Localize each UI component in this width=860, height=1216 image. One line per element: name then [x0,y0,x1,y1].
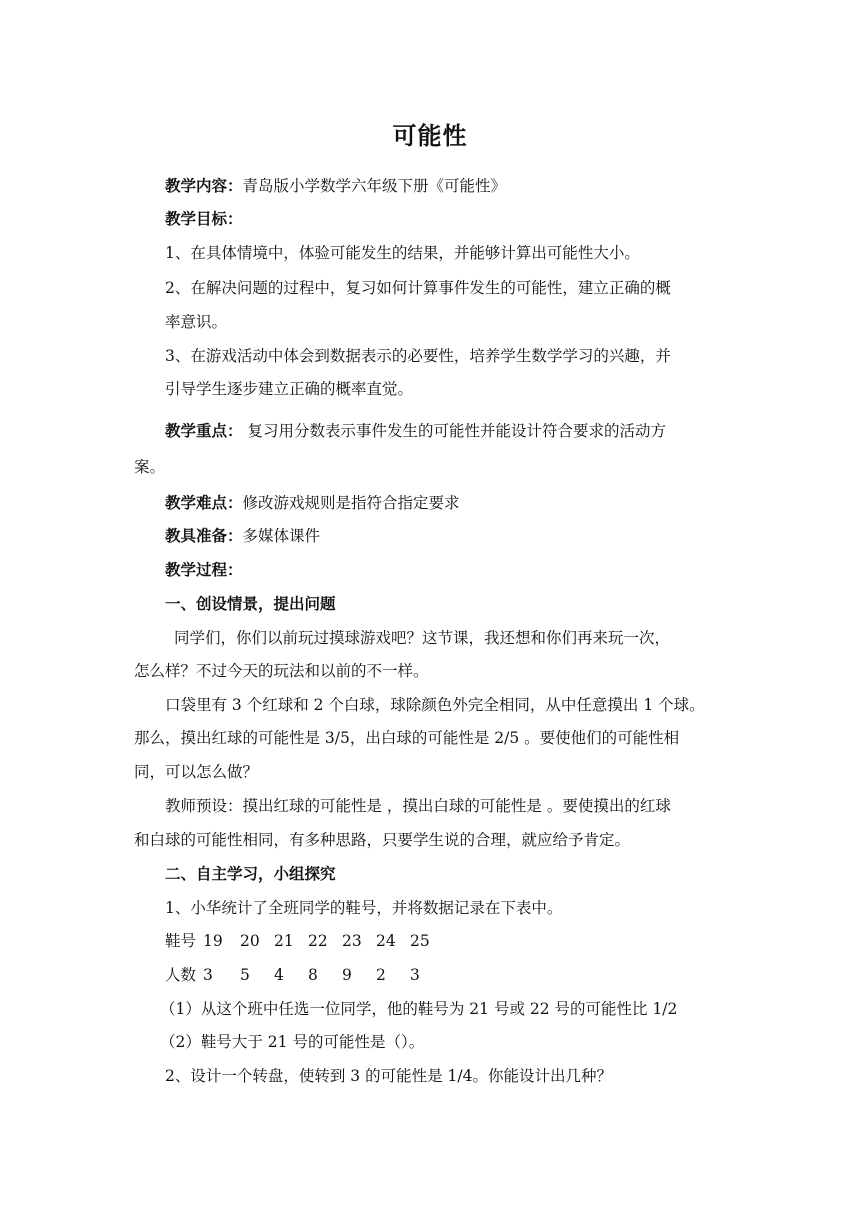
tools-label: 教具准备： [165,527,243,545]
question-2: 2、设计一个转盘，使转到 3 的可能性是 1/4。你能设计出几种？ [165,1067,612,1085]
key-point-line-2: 案。 [134,458,166,476]
section-1-paragraph-1-line-1: 同学们，你们以前玩过摸球游戏吧？这节课，我还想和你们再来玩一次， [174,629,671,647]
student-count-cell: 3 [410,966,420,984]
process-label: 教学过程： [165,561,243,579]
teaching-goals-label: 教学目标： [165,210,243,228]
student-count-label: 人数 [165,966,197,984]
student-count-row [165,963,440,987]
student-count-cell: 4 [274,966,284,984]
shoe-size-cell: 20 [240,932,260,950]
question-1-part-1: （1）从这个班中任选一位同学，他的鞋号为 21 号或 22 号的可能性比 1/2 [160,1000,678,1018]
section-1-paragraph-1-line-2: 怎么样？不过今天的玩法和以前的不一样。 [134,662,429,680]
section-1-heading: 一、创设情景，提出问题 [165,595,336,613]
difficulty-label: 教学难点： [165,494,243,512]
key-point-line-1 [165,419,666,443]
shoe-size-cell: 25 [410,932,430,950]
tools-line [165,524,320,548]
student-count-cell: 3 [203,966,213,984]
student-count-cell: 9 [342,966,352,984]
student-count-cell: 5 [240,966,250,984]
teaching-content-label: 教学内容： [165,177,243,195]
goal-3-line-2: 引导学生逐步建立正确的概率直觉。 [165,380,414,398]
shoe-size-label: 鞋号 [165,932,197,950]
question-1: 1、小华统计了全班同学的鞋号，并将数据记录在下表中。 [165,899,563,917]
teaching-content-value: 青岛版小学数学六年级下册《可能性》 [242,177,507,195]
goal-2-line-2: 率意识。 [165,313,228,331]
shoe-size-cell: 24 [376,932,396,950]
key-point-label: 教学重点： [165,422,243,440]
student-count-cell: 2 [376,966,386,984]
goal-1: 1、在具体情境中，体验可能发生的结果，并能够计算出可能性大小。 [165,244,640,262]
difficulty-line [165,491,460,515]
shoe-size-row [165,929,440,953]
goal-2-line-1: 2、在解决问题的过程中，复习如何计算事件发生的可能性，建立正确的概 [165,279,671,297]
shoe-size-cell: 21 [274,932,294,950]
student-count-cell: 8 [308,966,318,984]
key-point-value: 复习用分数表示事件发生的可能性并能设计符合要求的活动方 [247,422,666,440]
tools-value: 多媒体课件 [242,527,321,545]
question-1-part-2: （2）鞋号大于 21 号的可能性是（）。 [160,1033,425,1051]
shoe-size-cell: 22 [308,932,328,950]
shoe-size-cell: 23 [342,932,362,950]
teaching-content-line [165,174,506,198]
document-title: 可能性 [392,122,468,150]
section-1-paragraph-2-line-2: 那么，摸出红球的可能性是 3/5，出白球的可能性是 2/5 。要使他们的可能性相 [134,729,680,747]
section-1-paragraph-3-line-2: 和白球的可能性相同，有多种思路，只要学生说的合理，就应给予肯定。 [134,831,631,849]
shoe-size-cell: 19 [203,932,223,950]
goal-3-line-1: 3、在游戏活动中体会到数据表示的必要性，培养学生数学学习的兴趣，并 [165,347,671,365]
section-1-paragraph-2-line-1: 口袋里有 3 个红球和 2 个白球，球除颜色外完全相同，从中任意摸出 1 个球。 [165,696,705,714]
section-1-paragraph-2-line-3: 同，可以怎么做？ [134,763,259,781]
section-1-paragraph-3-line-1: 教师预设：摸出红球的可能性是 ，摸出白球的可能性是 。要使摸出的红球 [165,797,671,815]
difficulty-value: 修改游戏规则是指符合指定要求 [242,494,460,512]
section-2-heading: 二、自主学习，小组探究 [165,865,336,883]
